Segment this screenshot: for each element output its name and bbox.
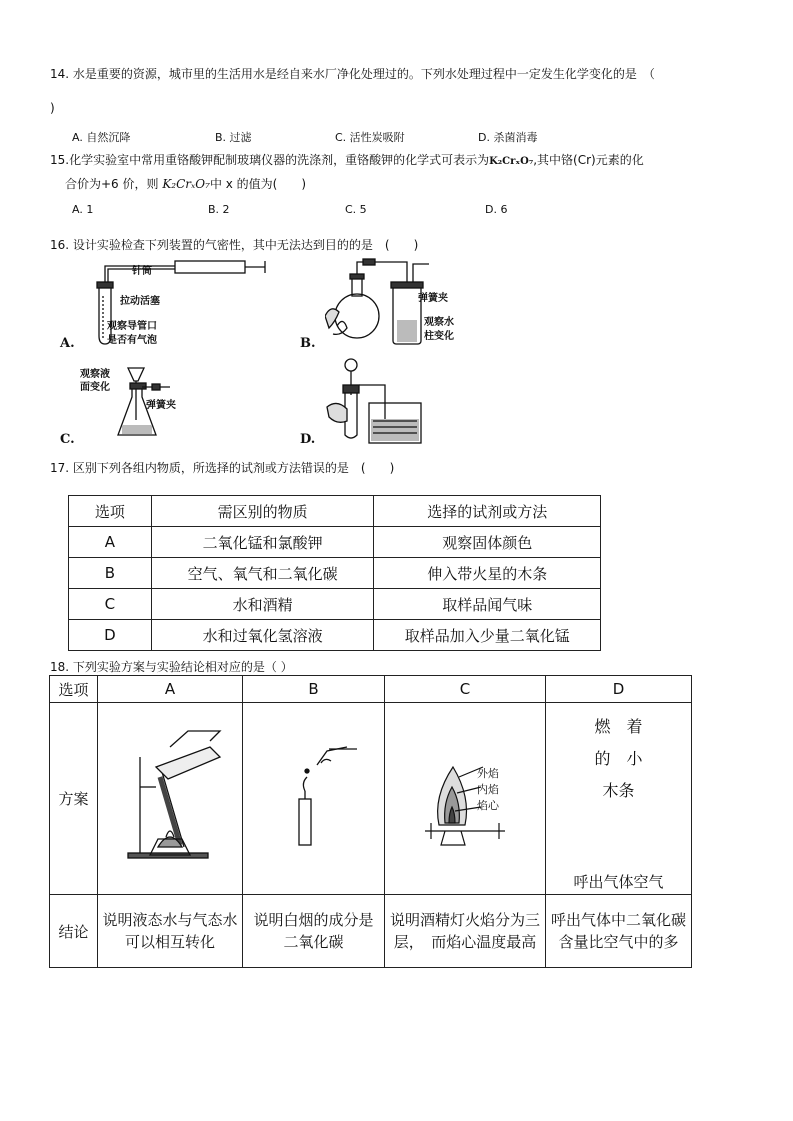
q16-label-a: A. (60, 336, 75, 351)
q18-scheme-d (546, 703, 692, 895)
q16-c-label-observe2: 面变化 (80, 382, 110, 393)
q16-c-label-observe1: 观察液 (80, 369, 110, 380)
q18-conclusion-c: 说明酒精灯火焰分为三层， 而焰心温度最高 (385, 895, 546, 968)
q14-option-c: C. 活性炭吸附 (335, 131, 405, 144)
q18-d-line1: 燃 着 (594, 717, 643, 736)
q18-conclusion-d: 呼出气体中二氧化碳含量比空气中的多 (546, 895, 692, 968)
q16-label-d: D. (300, 432, 316, 447)
q17-cell: 取样品闻气味 (374, 589, 601, 620)
q15-text-c: 合价为+6 价，则 (65, 177, 159, 191)
q17-cell: 伸入带火星的木条 (374, 558, 601, 589)
q16-figure-d (325, 355, 445, 445)
q17-cell: 观察固体颜色 (374, 527, 601, 558)
q16-a-label-plunger: 拉动活塞 (120, 296, 160, 307)
q17-cell: 水和酒精 (151, 589, 374, 620)
q18-conclusion-label: 结论 (50, 895, 98, 968)
q18-scheme-row (50, 703, 692, 895)
q18-header-d: D (546, 676, 692, 703)
q16-b-label-observe1: 观察水 (424, 317, 454, 328)
q17-cell: A (69, 527, 152, 558)
q17-cell: C (69, 589, 152, 620)
q17-cell: B (69, 558, 152, 589)
q17-table (68, 495, 601, 651)
q18-header-row (50, 676, 692, 703)
q18-d-line3: 木条 (602, 781, 635, 800)
q15-text-a: 15.化学实验室中常用重铬酸钾配制玻璃仪器的洗涤剂，重铬酸钾的化学式可表示为 (50, 153, 490, 167)
q18-scheme-c (385, 703, 546, 895)
q18-scheme-b (243, 703, 385, 895)
q14-option-d: D. 杀菌消毒 (478, 131, 538, 144)
q18-header-c: C (385, 676, 546, 703)
q17-cell: 取样品加入少量二氧化锰 (374, 620, 601, 651)
q15-option-c: C. 5 (345, 203, 367, 216)
q17-header-method: 选择的试剂或方法 (374, 496, 601, 527)
q17-header-row (69, 496, 601, 527)
q16-b-label-observe2: 柱变化 (424, 331, 454, 342)
q18-d-caption: 呼出气体空气 (573, 873, 664, 891)
q15-option-b: B. 2 (208, 203, 230, 216)
q16-label-c: C. (60, 432, 75, 447)
q15-option-a: A. 1 (72, 203, 94, 216)
q15-formula-inline: K₂CrₓO₇ (489, 156, 534, 167)
q17-cell: 空气、氧气和二氧化碳 (151, 558, 374, 589)
q18-d-line2: 的 小 (594, 749, 643, 768)
q16-label-b: B. (300, 336, 316, 351)
q16-a-label-observe2: 是否有气泡 (107, 335, 157, 346)
q18-figure-a (110, 727, 230, 867)
q18-stem: 18. 下列实验方案与实验结论相对应的是（ ） (50, 660, 293, 674)
q17-header-option: 选项 (69, 496, 152, 527)
table-row (69, 620, 601, 651)
q18-figure-c (395, 727, 535, 867)
q18-conclusion-b: 说明白烟的成分是二氧化碳 (243, 895, 385, 968)
q14-stem-line1: 14. 水是重要的资源，城市里的生活用水是经自来水厂净化处理过的。下列水处理过程中一定发生化学变化的是 （ (50, 67, 655, 81)
q18-header-option: 选项 (50, 676, 98, 703)
q18-conclusion-a: 说明液态水与气态水可以相互转化 (98, 895, 243, 968)
q15-option-d: D. 6 (485, 203, 508, 216)
q15-text-b: ,其中铬(Cr)元素的化 (533, 153, 644, 167)
q15-text-d: 中 x 的值为( ) (209, 177, 307, 191)
q18-header-a: A (98, 676, 243, 703)
q18-c-label-outer: 外焰 (477, 767, 499, 780)
q16-b-label-clamp: 弹簧夹 (418, 293, 448, 304)
q15-formula-italic: K₂CrₓO₇ (162, 177, 210, 191)
q15-stem-line2 (65, 176, 306, 192)
q16-c-label-clamp: 弹簧夹 (146, 400, 176, 411)
q18-table (49, 675, 692, 968)
q18-d-text (546, 711, 691, 807)
table-row (69, 589, 601, 620)
q18-scheme-a (98, 703, 243, 895)
q18-scheme-label: 方案 (50, 703, 98, 895)
q17-cell: 二氧化锰和氯酸钾 (151, 527, 374, 558)
q17-stem: 17. 区别下列各组内物质，所选择的试剂或方法错误的是 ( ) (50, 461, 395, 475)
q16-figure-a (75, 256, 275, 351)
q16-a-label-syringe: 针筒 (132, 266, 152, 277)
q14-option-b: B. 过滤 (215, 131, 252, 144)
q18-c-label-inner: 内焰 (477, 783, 499, 796)
q14-stem-line2: ) (50, 101, 55, 115)
q17-header-substances: 需区别的物质 (151, 496, 374, 527)
q17-cell: 水和过氧化氢溶液 (151, 620, 374, 651)
q17-cell: D (69, 620, 152, 651)
q18-c-label-core: 焰心 (477, 799, 499, 812)
q18-header-b: B (243, 676, 385, 703)
q15-stem-line1 (50, 152, 644, 170)
table-row (69, 558, 601, 589)
q16-stem: 16. 设计实验检查下列装置的气密性，其中无法达到目的的是 ( ) (50, 238, 419, 252)
q14-option-a: A. 自然沉降 (72, 131, 131, 144)
table-row (69, 527, 601, 558)
q18-conclusion-row (50, 895, 692, 968)
q16-a-label-observe1: 观察导管口 (107, 321, 157, 332)
q18-figure-b (259, 727, 369, 867)
